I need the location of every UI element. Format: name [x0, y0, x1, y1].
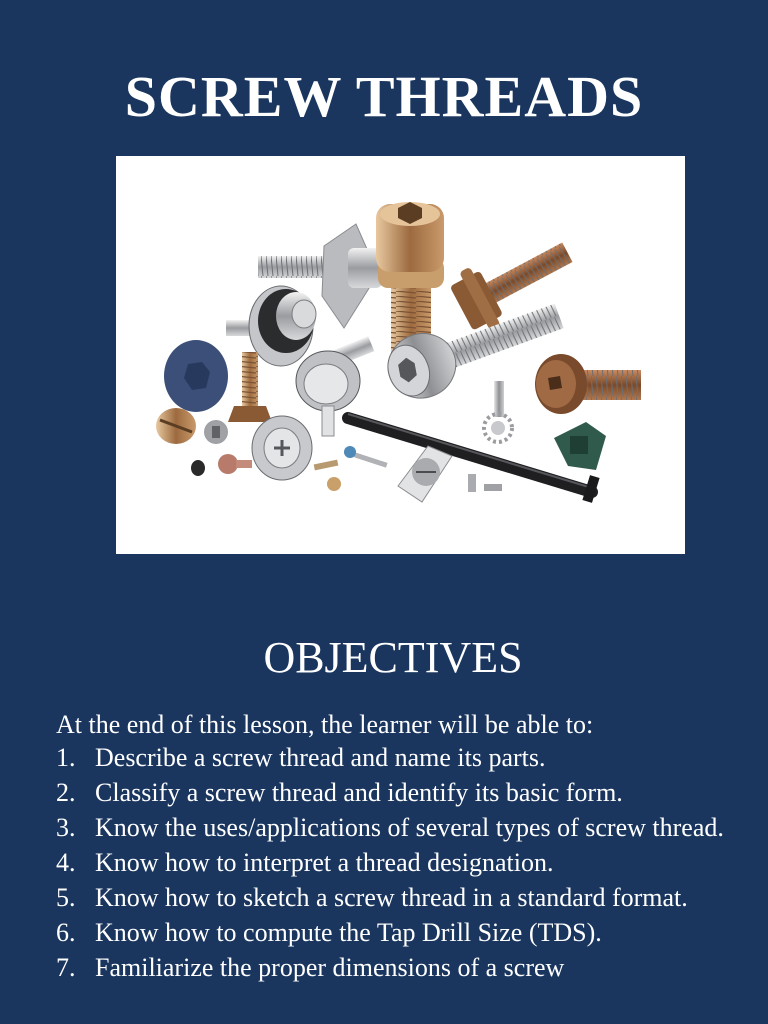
list-item-number: 7.: [56, 953, 76, 982]
section-heading: OBJECTIVES: [263, 633, 523, 682]
list-item: [56, 954, 756, 981]
green-terminal-screw: [554, 422, 606, 470]
list-item-number: 4.: [56, 848, 76, 877]
list-item-number: 6.: [56, 918, 76, 947]
list-item-text: Classify a screw thread and identify its basic form.: [95, 778, 623, 807]
blue-hex-washer: [164, 340, 228, 412]
washer-screw-left: [226, 286, 316, 366]
phillips-washer-screw: [252, 416, 312, 480]
list-item: [56, 849, 756, 876]
list-item-number: 5.: [56, 883, 76, 912]
bronze-flange-screw: [535, 354, 641, 414]
list-item-number: 1.: [56, 743, 76, 772]
list-item: [56, 814, 756, 841]
list-item-text: Know the uses/applications of several types of screw thread.: [95, 813, 724, 842]
objectives-list: [56, 744, 756, 989]
list-item-text: Know how to compute the Tap Drill Size (TDS).: [95, 918, 602, 947]
list-item: [56, 919, 756, 946]
slotted-plate-screw: [398, 446, 452, 502]
intro-text: At the end of this lesson, the learner will be able to:: [56, 710, 594, 739]
list-item: [56, 744, 756, 771]
star-washer-screw: [484, 381, 512, 442]
fasteners-photo: [116, 156, 685, 554]
list-item-text: Know how to sketch a screw thread in a standard format.: [95, 883, 688, 912]
list-item-number: 2.: [56, 778, 76, 807]
list-item-text: Describe a screw thread and name its parts.: [95, 743, 546, 772]
list-item-text: Familiarize the proper dimensions of a screw: [95, 953, 565, 982]
list-item-number: 3.: [56, 813, 76, 842]
list-item-text: Know how to interpret a thread designation.: [95, 848, 554, 877]
slotted-bronze-screw: [156, 408, 196, 444]
small-bronze-bolt: [228, 352, 272, 422]
slide-title: SCREW THREADS: [124, 64, 644, 129]
list-item: [56, 779, 756, 806]
list-item: [56, 884, 756, 911]
